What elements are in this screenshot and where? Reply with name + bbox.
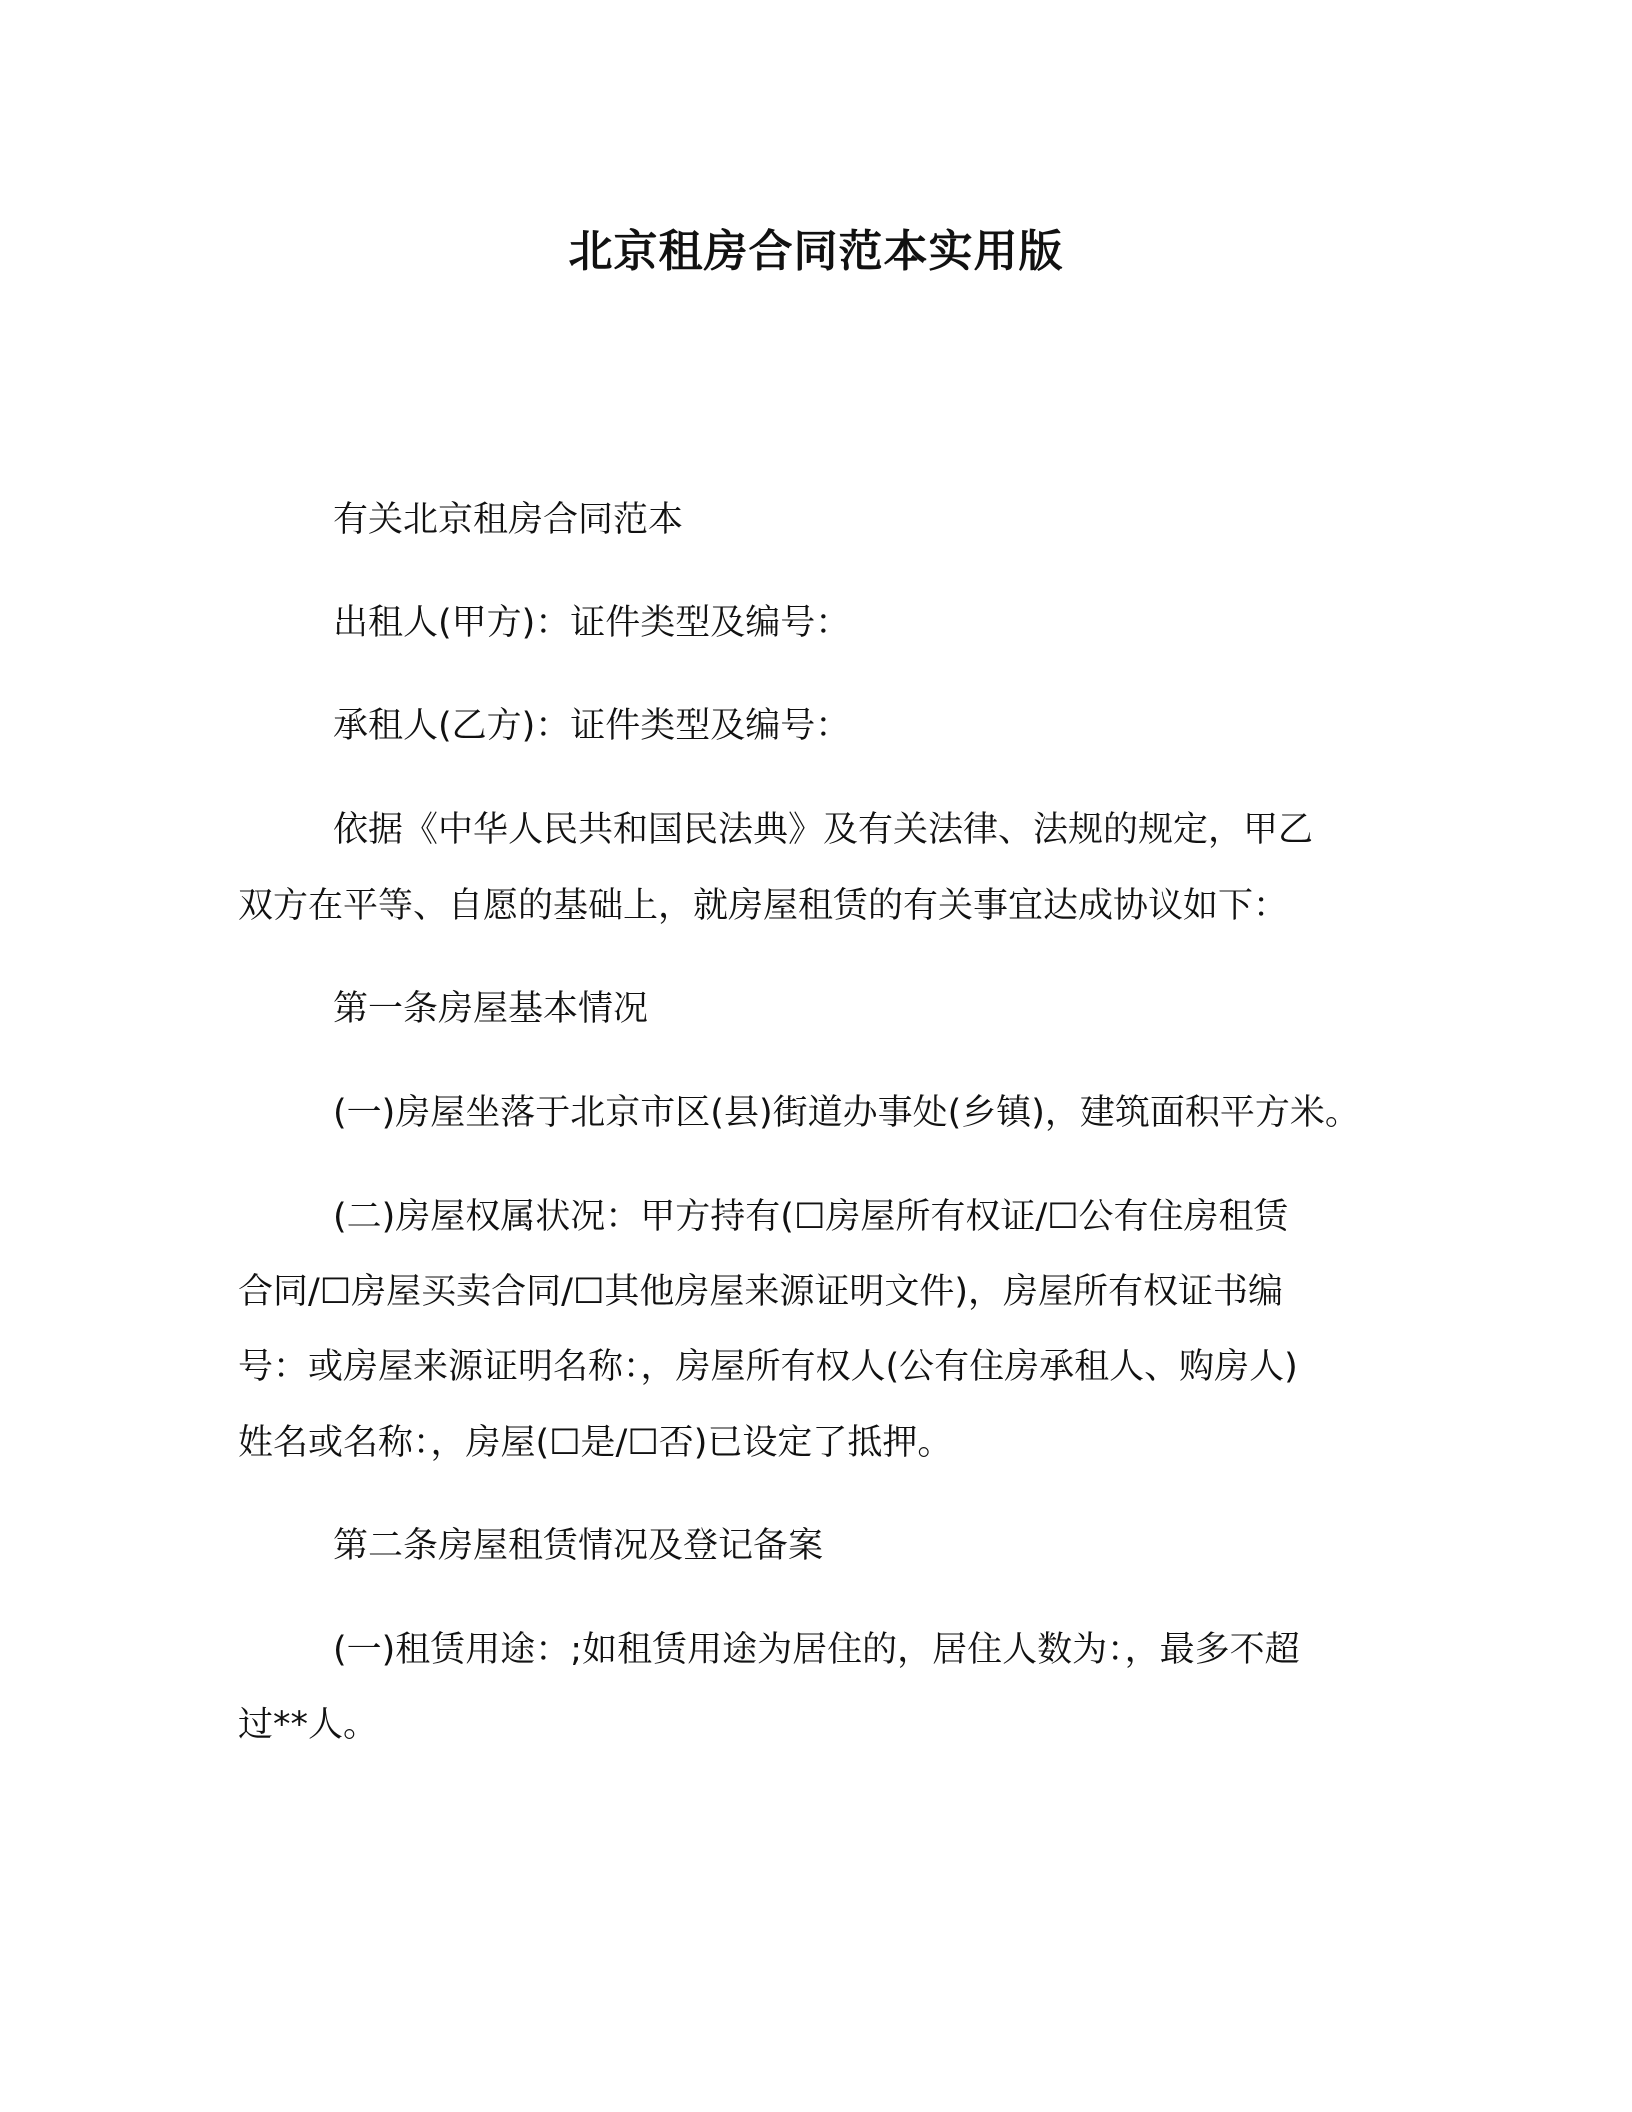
article-1-clause-2-line-1: (二)房屋权属状况：甲方持有(☐房屋所有权证/☐公有住房租赁: [333, 1197, 1289, 1237]
article-2-heading: 第二条房屋租赁情况及登记备案: [333, 1526, 824, 1566]
article-2-clause-1-line-1: (一)租赁用途：;如租赁用途为居住的，居住人数为：，最多不超: [333, 1630, 1300, 1670]
document-title: 北京租房合同范本实用版: [568, 226, 1064, 277]
article-1-clause-2-line-4: 姓名或名称：，房屋(☐是/☐否)已设定了抵押。: [238, 1423, 953, 1463]
article-1-heading: 第一条房屋基本情况: [333, 989, 649, 1029]
preamble-line-1: 依据《中华人民共和国民法典》及有关法律、法规的规定，甲乙: [333, 810, 1314, 850]
lessor-line: 出租人(甲方)：证件类型及编号：: [333, 603, 851, 643]
article-1-clause-2-line-3: 号：或房屋来源证明名称：，房屋所有权人(公有住房承租人、购房人): [238, 1347, 1298, 1387]
subtitle-line: 有关北京租房合同范本: [333, 500, 684, 540]
article-1-clause-1: (一)房屋坐落于北京市区(县)街道办事处(乡镇)，建筑面积平方米。: [333, 1093, 1360, 1133]
article-2-clause-1-line-2: 过**人。: [238, 1705, 379, 1745]
preamble-line-2: 双方在平等、自愿的基础上，就房屋租赁的有关事宜达成协议如下：: [238, 886, 1289, 926]
lessee-line: 承租人(乙方)：证件类型及编号：: [333, 706, 851, 746]
article-1-clause-2-line-2: 合同/☐房屋买卖合同/☐其他房屋来源证明文件)，房屋所有权证书编: [238, 1272, 1283, 1312]
